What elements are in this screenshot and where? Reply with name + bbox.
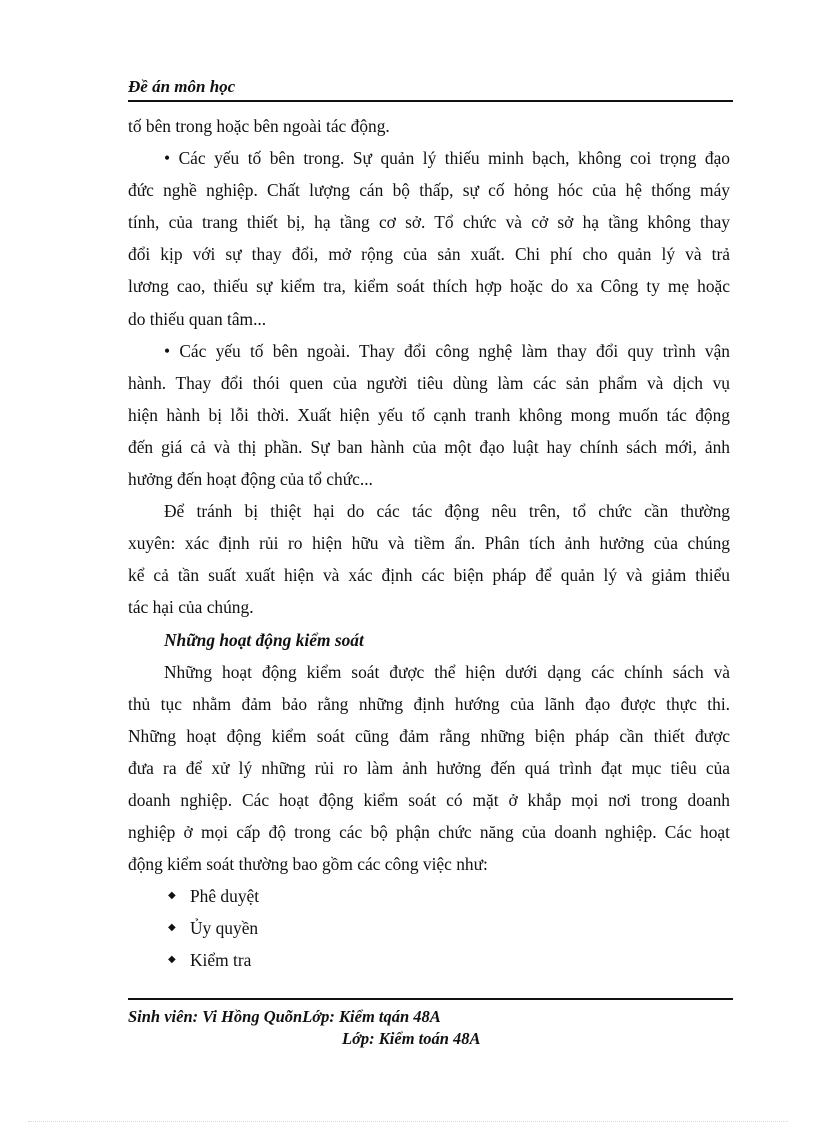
bullet-list [128,880,730,976]
page-header [128,76,733,102]
page-footer [128,998,733,1050]
paragraph-line: động kiểm soát thường bao gồm các công việc như: [128,854,488,875]
paragraph-line: hành. Thay đổi thói quen của người tiêu dùng làm các sản phẩm và dịch vụ [128,372,730,393]
list-item-label: Kiểm tra [190,950,252,971]
list-item [128,944,730,976]
paragraph-line: tố bên trong hoặc bên ngoài tác động. [128,116,390,136]
list-item-label: Ủy quyền [190,918,259,939]
paragraph-line: đến giá cả và thị phần. Sự ban hành của một đạo luật hay chính sách mới, ảnh [128,436,730,457]
list-item [128,880,730,912]
paragraph-line: tác hại của chúng. [128,597,254,618]
footer-student-line: Sinh viên: Vi Hồng QuõnLớp: Kiểm tqán 48A [128,1007,441,1026]
section-heading: Những hoạt động kiểm soát [164,629,364,650]
paragraph-line: doanh nghiệp. Các hoạt động kiểm soát có mặt ở khắp mọi nơi trong doanh [128,789,730,810]
paragraph-line: đổi kịp với sự thay đổi, mở rộng của sản xuất. Chi phí cho quản lý và trả [128,244,730,265]
list-item [128,912,730,944]
header-title: Đề án môn học [128,77,236,96]
paragraph-line: • Các yếu tố bên trong. Sự quản lý thiếu minh bạch, không coi trọng đạo [164,148,730,169]
paragraph-line: Để tránh bị thiệt hại do các tác động nêu trên, tổ chức cần thường [164,501,730,522]
diamond-bullet-icon: ◆ [168,954,176,966]
paragraph-control-activities [128,656,730,881]
paragraph-line: kể cả tần suất xuất hiện và xác định các biện pháp để quản lý và giảm thiểu [128,565,730,586]
paragraph-line: Những hoạt động kiểm soát được thể hiện dưới dạng các chính sách và [164,661,730,682]
list-item-label: Phê duyệt [190,886,260,907]
paragraph-internal-factors [128,142,730,335]
paragraph-line: • Các yếu tố bên ngoài. Thay đổi công nghệ làm thay đổi quy trình vận [164,340,730,361]
footer-class-line: Lớp: Kiểm toán 48A [342,1029,481,1048]
paragraph-line: hưởng đến hoạt động của tổ chức... [128,469,373,490]
document-body [128,110,730,977]
paragraph-line: do thiếu quan tâm... [128,308,267,329]
paragraph-external-factors [128,335,730,495]
paragraph-line: đức nghề nghiệp. Chất lượng cán bộ thấp, sự cố hỏng hóc của hệ thống máy [128,180,730,201]
paragraph-line: Những hoạt động kiểm soát cũng đảm rằng những biện pháp cần thiết được [128,725,730,746]
paragraph-line: hiện hành bị lỗi thời. Xuất hiện yếu tố cạnh tranh không mong muốn tác động [128,404,730,425]
paragraph-line: thủ tục nhằm đảm bảo rằng những định hướng của lãnh đạo được thực thi. [128,693,730,714]
paragraph-line: xuyên: xác định rủi ro hiện hữu và tiềm ẩn. Phân tích ảnh hưởng của chúng [128,533,730,554]
paragraph-line: tính, của trang thiết bị, hạ tầng cơ sở. Tổ chức và cở sở hạ tầng không thay [128,212,730,233]
paragraph-avoid-damage [128,495,730,623]
page-bottom-divider [28,1121,788,1122]
paragraph-line: đưa ra để xử lý những rủi ro làm ảnh hưởng đến quá trình đạt mục tiêu của [128,757,730,778]
diamond-bullet-icon: ◆ [168,890,176,902]
paragraph-line: lương cao, thiếu sự kiểm tra, kiểm soát thích hợp hoặc do xa Công ty mẹ hoặc [128,276,730,297]
paragraph-line: nghiệp ở mọi cấp độ trong các bộ phận chức năng của doanh nghiệp. Các hoạt [128,822,730,843]
diamond-bullet-icon: ◆ [168,922,176,934]
